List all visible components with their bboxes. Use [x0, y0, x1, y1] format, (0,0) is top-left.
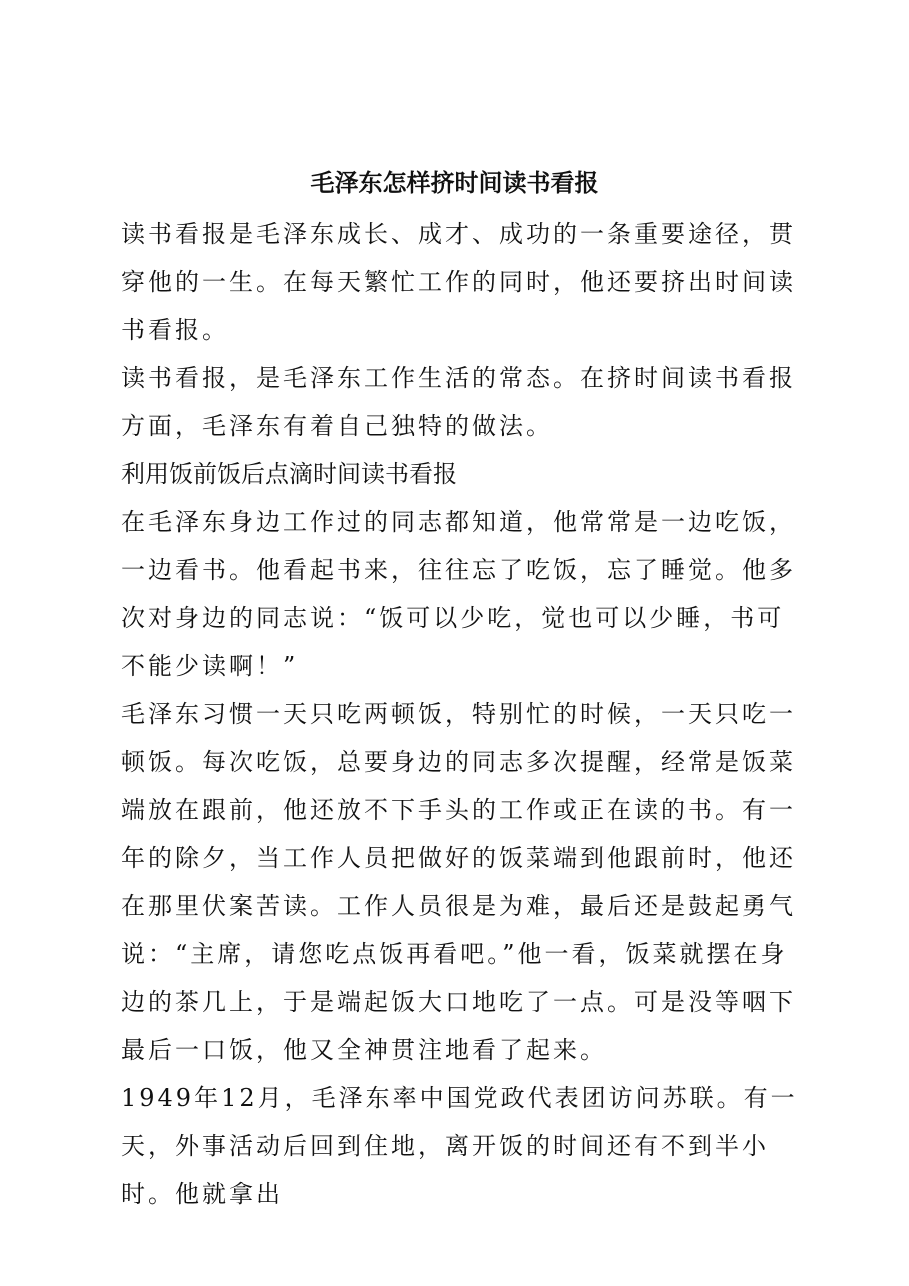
paragraph-habit: 读书看报，是毛泽东工作生活的常态。在挤时间读书看报方面，毛泽东有着自己独特的做法。 — [121, 364, 796, 440]
paragraph-1949-visit: 1949年12月，毛泽东率中国党政代表团访问苏联。有一天，外事活动后回到住地，离开饭的时间还有不到半小时。他就拿出 — [121, 1084, 798, 1208]
section-heading: 利用饭前饭后点滴时间读书看报 — [121, 460, 457, 488]
paragraph-meals: 毛泽东习惯一天只吃两顿饭，特别忙的时候，一天只吃一顿饭。每次吃饭，总要身边的同志多次提醒，经常是饭菜端放在跟前，他还放不下手头的工作或正在读的书。有一年的除夕，当工作人员把做好的饭菜端到他跟前时，他还在那里伏案苦读。工作人员很是为难，最后还是鼓起勇气说：“主席，请您吃点饭再看吧。”他一看，饭菜就摆在身边的茶几上，于是端起饭大口地吃了一点。可是没等咽下最后一口饭，他又全神贯注地看了起来。 — [121, 700, 796, 1064]
document-body — [121, 210, 811, 1218]
paragraph-intro: 读书看报是毛泽东成长、成才、成功的一条重要途径，贯穿他的一生。在每天繁忙工作的同时，他还要挤出时间读书看报。 — [121, 220, 796, 344]
document-title: 毛泽东怎样挤时间读书看报 — [310, 168, 599, 197]
paragraph-eating-reading: 在毛泽东身边工作过的同志都知道，他常常是一边吃饭，一边看书。他看起书来，往往忘了吃饭，忘了睡觉。他多次对身边的同志说：“饭可以少吃，觉也可以少睡，书可不能少读啊！” — [121, 508, 796, 680]
